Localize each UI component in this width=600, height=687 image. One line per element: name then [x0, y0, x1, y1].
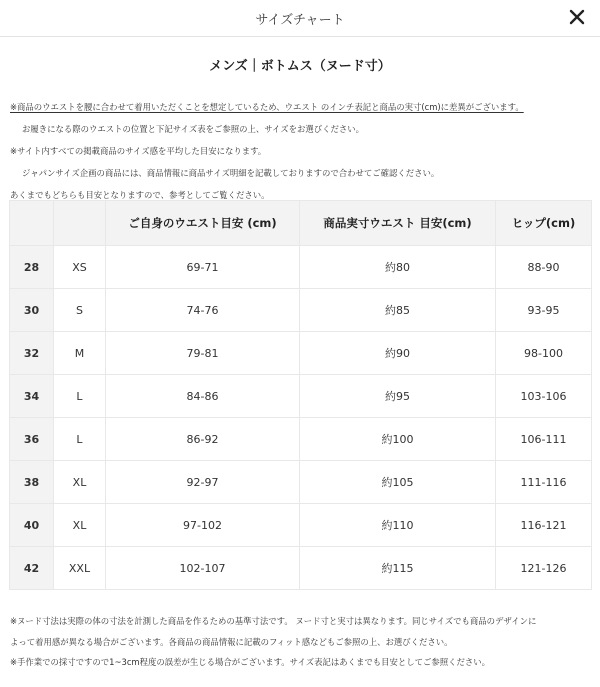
table-row: [10, 418, 592, 461]
table-header-row: [10, 201, 592, 246]
section-title: メンズ｜ボトムス（ヌード寸）: [209, 59, 391, 74]
table-cell: 106-111: [496, 418, 592, 461]
table-row: [10, 375, 592, 418]
table-row: [10, 547, 592, 590]
table-cell: 約110: [300, 504, 496, 547]
table-cell: 88-90: [496, 246, 592, 289]
note-line: お履きになる際のウエストの位置と下記サイズ表をご参照の上、サイズをお選びください。: [22, 124, 365, 134]
table-cell: XL: [54, 504, 106, 547]
table-row: [10, 332, 592, 375]
note-line: ※商品のウエストを腰に合わせて着用いただくことを想定しているため、ウエスト のインチ表記と商品の実寸(cm)に差異がございます。: [10, 102, 524, 112]
table-cell: 約105: [300, 461, 496, 504]
notes-top: [10, 96, 600, 206]
close-icon: [569, 9, 585, 25]
modal-header: [0, 0, 600, 37]
table-cell: 79-81: [106, 332, 300, 375]
table-row: [10, 461, 592, 504]
table-cell: 40: [10, 504, 54, 547]
table-cell: 93-95: [496, 289, 592, 332]
table-row: [10, 504, 592, 547]
notes-bottom: [10, 611, 595, 673]
table-cell: XL: [54, 461, 106, 504]
note-line: ※サイト内すべての掲載商品のサイズ感を平均した目安になります。: [10, 146, 267, 156]
table-cell: 28: [10, 246, 54, 289]
table-cell: 111-116: [496, 461, 592, 504]
table-cell: 約115: [300, 547, 496, 590]
table-cell: M: [54, 332, 106, 375]
table-cell: 103-106: [496, 375, 592, 418]
table-cell: 約95: [300, 375, 496, 418]
table-cell: S: [54, 289, 106, 332]
table-cell: 121-126: [496, 547, 592, 590]
header-cell: 商品実寸ウエスト 目安(cm): [300, 201, 496, 246]
table-row: [10, 289, 592, 332]
table-cell: L: [54, 375, 106, 418]
table-cell: 86-92: [106, 418, 300, 461]
table-cell: 約80: [300, 246, 496, 289]
table-cell: XS: [54, 246, 106, 289]
note-line: ジャパンサイズ企画の商品には、商品情報に商品サイズ明細を記載しておりますので合わせてご確認ください。: [22, 168, 440, 178]
table-cell: 92-97: [106, 461, 300, 504]
note-line: ※手作業での採寸ですので1~3cm程度の誤差が生じる場合がございます。サイズ表記はあくまでも目安としてご参照ください。: [10, 657, 490, 667]
note-line: よって着用感が異なる場合がございます。各商品の商品情報に記載のフィット感などもご参照の上、お選びください。: [10, 636, 453, 647]
table-cell: 36: [10, 418, 54, 461]
table-cell: 97-102: [106, 504, 300, 547]
note-line: あくまでもどちらも目安となりますので、参考としてご覧ください。: [10, 190, 270, 200]
table-cell: L: [54, 418, 106, 461]
table-cell: 74-76: [106, 289, 300, 332]
size-chart-table: [9, 200, 592, 590]
table-cell: 38: [10, 461, 54, 504]
table-cell: 約100: [300, 418, 496, 461]
table-cell: 30: [10, 289, 54, 332]
table-cell: 69-71: [106, 246, 300, 289]
table-row: [10, 246, 592, 289]
table-cell: 98-100: [496, 332, 592, 375]
modal-title: サイズチャート: [255, 13, 345, 28]
table-cell: 約85: [300, 289, 496, 332]
table-cell: 116-121: [496, 504, 592, 547]
table-cell: 32: [10, 332, 54, 375]
close-button[interactable]: [564, 4, 590, 30]
table-cell: 102-107: [106, 547, 300, 590]
table-cell: 約90: [300, 332, 496, 375]
header-cell: [54, 201, 106, 246]
table-cell: 42: [10, 547, 54, 590]
table-cell: 84-86: [106, 375, 300, 418]
header-cell: ご自身のウエスト目安 (cm): [106, 201, 300, 246]
table-cell: 34: [10, 375, 54, 418]
note-line: ※ヌード寸法は実際の体の寸法を計測した商品を作るための基準寸法です。 ヌード寸と実寸は異なります。同じサイズでも商品のデザインに: [10, 616, 537, 626]
header-cell: ヒップ(cm): [496, 201, 592, 246]
table-cell: XXL: [54, 547, 106, 590]
header-cell: [10, 201, 54, 246]
